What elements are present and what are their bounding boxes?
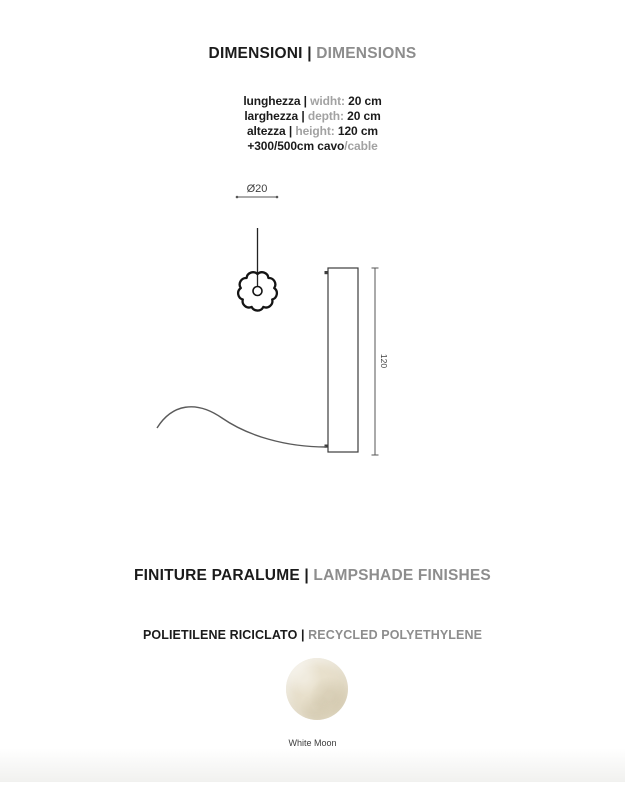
diameter-dimension-line	[236, 196, 279, 199]
lampshade-side-view	[328, 268, 358, 452]
dimension-specs	[0, 94, 625, 154]
finishes-section-title	[0, 567, 625, 585]
top-attachment-point	[325, 271, 329, 274]
dimensions-section-title	[0, 45, 625, 63]
page-bottom-shadow	[0, 748, 625, 782]
diameter-label: Ø20	[246, 183, 268, 195]
height-value-label: 120	[379, 353, 389, 369]
power-cable-curve	[157, 407, 326, 447]
material-title-english: RECYCLED POLYETHYLENE	[304, 628, 483, 642]
material-title	[0, 628, 625, 642]
dimensions-title-english: DIMENSIONS	[311, 45, 417, 62]
cable-attachment-circle	[253, 287, 262, 296]
finish-swatch-white-moon	[286, 658, 348, 720]
technical-drawing	[140, 170, 420, 470]
finish-swatch-label: White Moon	[288, 738, 337, 748]
spec-line-height: altezza | height: 120 cm	[246, 124, 379, 138]
material-title-italian: POLIETILENE RICICLATO |	[142, 628, 305, 642]
finishes-title-italian: FINITURE PARALUME |	[134, 567, 309, 584]
spec-line-cable: +300/500cm cavo/cable	[247, 139, 378, 153]
spec-line-depth: larghezza | depth: 20 cm	[244, 109, 381, 123]
spec-line-width: lunghezza | widht: 20 cm	[243, 94, 382, 108]
dimensions-title-italian: DIMENSIONI |	[208, 45, 312, 62]
finishes-title-english: LAMPSHADE FINISHES	[308, 567, 491, 584]
height-dimension-line	[372, 268, 379, 455]
